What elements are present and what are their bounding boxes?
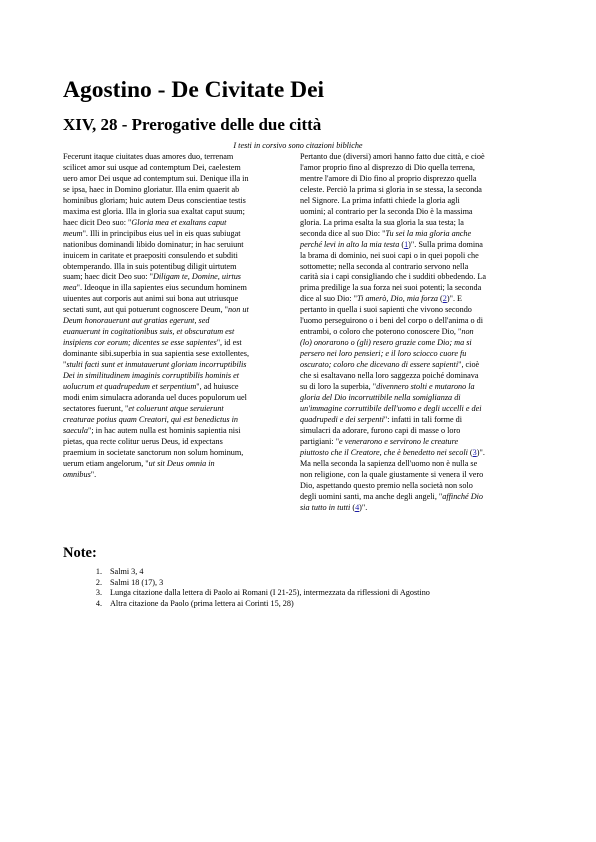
- latin-text-line: [63, 426, 296, 437]
- italian-text-line: [300, 163, 533, 174]
- italian-text-line: [300, 349, 533, 360]
- italian-text-line: [300, 360, 533, 371]
- latin-text-line: [63, 283, 296, 294]
- latin-text-line: [63, 163, 296, 174]
- body-text: "; in hac autem nulla est hominis sapientia nisi: [88, 425, 241, 435]
- body-text: celeste. Perciò la prima si gloria in se stessa, la seconda: [300, 184, 482, 194]
- biblical-quote-text: non: [461, 327, 474, 337]
- biblical-quote-text: meum: [63, 228, 83, 238]
- body-text: simulacri da adorare, furono capi di masse o loro: [300, 425, 461, 435]
- body-text: )". E: [446, 294, 463, 304]
- latin-text-line: [63, 415, 296, 426]
- body-text: uomini; al contrario per la seconda Dio è la massima: [300, 206, 473, 216]
- biblical-quote-text: et coluerunt atque seruierunt: [128, 403, 224, 413]
- biblical-quote-text: piuttosto che il Creatore, che è benedetto nei secoli: [300, 447, 468, 457]
- body-text: suam; haec dicit Deo suo: ": [63, 272, 153, 282]
- note-number: 1.: [95, 567, 102, 576]
- biblical-quote-text: creaturae potius quam Creatori, qui est benedictus in: [63, 414, 238, 424]
- latin-text-line: [63, 305, 296, 316]
- biblical-quote-text: persero nei loro pensieri; e il loro sciocco cuore fu: [300, 349, 467, 359]
- biblical-quote-text: omnibus: [63, 469, 91, 479]
- body-text: uerum etiam angelorum, ": [63, 458, 149, 468]
- body-text: ": [63, 360, 67, 370]
- note-item: [82, 567, 430, 578]
- body-text: ": infatti in tali forme di: [383, 414, 463, 424]
- latin-text-line: [63, 470, 296, 481]
- body-text: sectati sunt, aut qui potuerunt cognoscere Deum, ": [63, 305, 229, 315]
- note-item: [82, 588, 430, 599]
- italian-text-line: [300, 240, 533, 251]
- biblical-quote-text: euanuerunt in cogitationibus suis, et obscuratum est: [63, 327, 235, 337]
- body-text: partigiani: ": [300, 436, 340, 446]
- chapter-subtitle: XIV, 28 - Prerogative delle due città: [63, 115, 322, 134]
- body-text: ", cioè: [458, 360, 480, 370]
- latin-text-line: [63, 272, 296, 283]
- footnote-link[interactable]: 1: [404, 239, 409, 249]
- body-text: )".: [359, 502, 368, 512]
- body-text: gloria. La prima esalta la sua gloria la sua testa; la: [300, 217, 464, 227]
- biblical-quote-text: perché levi in alto la mia testa: [300, 239, 400, 249]
- latin-text-line: [63, 371, 296, 382]
- latin-text-line: [63, 316, 296, 327]
- page-title: Agostino - De Civitate Dei: [63, 77, 325, 103]
- body-text: ", id est: [216, 338, 242, 348]
- latin-text-line: [63, 459, 296, 470]
- biblical-quote-text: insipiens cor eorum; dicentes se esse sapientes: [63, 338, 217, 348]
- body-text: non religione, con la quale giustamente si venera il vero: [300, 469, 484, 479]
- body-text: praemium in societate sanctorum non solum hominum,: [63, 447, 244, 457]
- biblical-quote-text: saecula: [63, 425, 89, 435]
- biblical-quote-text: mea: [63, 283, 77, 293]
- italian-text-line: [300, 262, 533, 273]
- biblical-quote-text: ut sit Deus omnia in: [148, 458, 215, 468]
- italic-caption: I testi in corsivo sono citazioni bibliche: [233, 141, 363, 150]
- italian-text-line: [300, 327, 533, 338]
- body-text: sectatores fuerunt, ": [63, 403, 129, 413]
- italian-text-line: [300, 316, 533, 327]
- body-text: ". Illi in principibus eius uel in eis quas subiugat: [82, 228, 241, 238]
- body-text: haec dicit Deo suo: ": [63, 217, 132, 227]
- body-text: carità sia i capi consigliando che i sudditi obbedendo. La: [300, 272, 486, 282]
- note-item: [82, 578, 430, 589]
- biblical-quote-text: uolucrum et quadrupedum et serpentium: [63, 382, 197, 392]
- italian-text-line: [300, 448, 533, 459]
- italian-text-line: [300, 305, 533, 316]
- latin-text-line: [63, 207, 296, 218]
- biblical-quote-text: Gloria mea et exaltans caput: [131, 217, 227, 227]
- latin-text-line: [63, 393, 296, 404]
- body-text: (: [350, 502, 356, 512]
- italian-text-line: [300, 185, 533, 196]
- note-text: Altra citazione da Paolo (prima lettera ai Corinti 15, 28): [110, 598, 294, 608]
- body-text: seconda dice al suo Dio: ": [300, 228, 386, 238]
- biblical-quote-text: Tu sei la mia gloria anche: [385, 228, 472, 238]
- body-text: che si esaltavano nella loro saggezza poiché dominava: [300, 371, 479, 381]
- latin-text-line: [63, 294, 296, 305]
- body-text: (: [467, 447, 473, 457]
- note-text: Lunga citazione dalla lettera di Paolo ai Romani (I 21-25), intermezzata da riflessioni di Agostino: [110, 588, 430, 597]
- latin-text-line: [63, 152, 296, 163]
- italian-text-line: [300, 481, 533, 492]
- latin-text-line: [63, 448, 296, 459]
- body-text: )".: [476, 447, 485, 457]
- body-text: l'uomo perseguirono o i beni del corpo o dell'anima o di: [300, 316, 484, 326]
- body-text: sottomette; nella seconda al contrario servono nella: [300, 261, 469, 271]
- biblical-quote-text: Deum honorauerunt aut gratias egerunt, sed: [63, 316, 210, 326]
- latin-text-line: [63, 382, 296, 393]
- body-text: degli uomini santi, ma anche degli angeli, ": [300, 491, 443, 501]
- latin-text-line: [63, 196, 296, 207]
- body-text: Ma nella seconda la sapienza dell'uomo non è nulla se: [300, 458, 478, 468]
- body-text: pertanto in quella i suoi sapienti che vivono secondo: [300, 305, 472, 315]
- italian-text-column: [300, 152, 533, 513]
- biblical-quote-text: un'immagine corruttibile dell'uomo e degli uccelli e dei: [300, 403, 482, 413]
- italian-text-line: [300, 229, 533, 240]
- latin-text-line: [63, 262, 296, 273]
- biblical-quote-text: divennero stolti e mutarono la: [376, 382, 475, 392]
- latin-text-line: [63, 185, 296, 196]
- body-text: pietas, qua recte colitur uerus Deus, id expectans: [63, 436, 223, 446]
- italian-text-line: [300, 218, 533, 229]
- note-text: Salmi 18 (17), 3: [110, 577, 164, 587]
- italian-text-line: [300, 207, 533, 218]
- italian-text-line: [300, 459, 533, 470]
- latin-text-line: [63, 404, 296, 415]
- body-text: Fecerunt itaque ciuitates duas amores duo, terrenam: [63, 152, 234, 161]
- body-text: l'amor proprio fino al disprezzo di Dio quella terrena,: [300, 162, 475, 172]
- note-item: [82, 599, 430, 610]
- body-text: scilicet amor sui usque ad contemptum Dei, caelestem: [63, 162, 241, 172]
- latin-text-line: [63, 327, 296, 338]
- latin-text-line: [63, 251, 296, 262]
- latin-text-line: [63, 360, 296, 371]
- note-number: 3.: [95, 588, 102, 597]
- latin-text-line: [63, 218, 296, 229]
- footnote-link[interactable]: 3: [472, 447, 477, 457]
- notes-list: [82, 567, 430, 609]
- note-text: Salmi 3, 4: [110, 567, 144, 576]
- body-text: hominibus gloriam; huic autem Deus conscientiae testis: [63, 195, 246, 205]
- italian-text-line: [300, 415, 533, 426]
- italian-text-line: [300, 382, 533, 393]
- body-text: dominante sibi.superbia in sua sapientia sese extollentes,: [63, 349, 249, 359]
- biblical-quote-text: (lo) onorarono o (gli) resero grazie come Dio; ma si: [300, 338, 472, 348]
- body-text: Dio, aspettando questo premio nella società non solo: [300, 480, 473, 490]
- body-text: (: [399, 239, 405, 249]
- biblical-quote-text: stulti facti sunt et inmutauerunt gloriam incorruptibilis: [66, 360, 247, 370]
- body-text: nationibus dominandi libido dominatur; in hac seruiunt: [63, 239, 244, 249]
- italian-text-line: [300, 196, 533, 207]
- body-text: nel Signore. La prima infatti chiede la gloria agli: [300, 195, 460, 205]
- italian-text-line: [300, 492, 533, 503]
- body-text: entrambi, o coloro che poterono conoscere Dio, ": [300, 327, 462, 337]
- body-text: su di loro la superbia, ": [300, 382, 377, 392]
- note-number: 2.: [95, 577, 102, 587]
- italian-text-line: [300, 283, 533, 294]
- italian-text-line: [300, 371, 533, 382]
- body-text: obtemperando. Illa in suis potentibug diligit uirtutem: [63, 261, 237, 271]
- latin-text-line: [63, 229, 296, 240]
- biblical-quote-text: gloria del Dio incorruttibile nella somiglianza di: [300, 392, 461, 402]
- biblical-quote-text: affinché Dio: [442, 491, 483, 501]
- body-text: mentre l'amore di Dio fino al proprio disprezzo quella: [300, 173, 477, 183]
- italian-text-line: [300, 174, 533, 185]
- body-text: la brama di dominio, nei suoi capi o in quei popoli che: [300, 250, 479, 260]
- body-text: (: [438, 294, 443, 304]
- italian-text-line: [300, 272, 533, 283]
- italian-text-line: [300, 338, 533, 349]
- biblical-quote-text: Diligam te, Domine, uirtus: [152, 272, 241, 282]
- body-text: se ipsa, haec in Domino gloriatur. Illa enim quaerit ab: [63, 184, 240, 194]
- biblical-quote-text: Dei in similitudinem imaginis corruptibilis hominis et: [63, 371, 240, 381]
- italian-text-line: [300, 503, 533, 514]
- body-text: )". Sulla prima domina: [408, 239, 483, 249]
- biblical-quote-text: sia tutto in tutti: [300, 502, 351, 512]
- body-text: uero amor Dei usque ad contemptum sui. Denique illa in: [63, 173, 249, 183]
- italian-text-line: [300, 152, 533, 163]
- body-text: Pertanto due (diversi) amori hanno fatto due città, e cioè: [300, 152, 485, 161]
- body-text: modi enim simulacra adoranda uel duces populorum uel: [63, 392, 247, 402]
- biblical-quote-text: quadrupedi e dei serpenti: [300, 414, 384, 424]
- latin-text-line: [63, 437, 296, 448]
- body-text: inuicem in caritate et praepositi consulendo et subditi: [63, 250, 238, 260]
- note-number: 4.: [95, 598, 102, 608]
- body-text: ". Ideoque in illa sapientes eius secundum hominem: [76, 283, 247, 293]
- latin-text-line: [63, 240, 296, 251]
- latin-text-line: [63, 349, 296, 360]
- body-text: ".: [90, 469, 97, 479]
- body-text: dice al suo Dio: ": [300, 294, 358, 304]
- italian-text-line: [300, 404, 533, 415]
- italian-text-line: [300, 294, 533, 305]
- notes-heading: Note:: [63, 545, 97, 561]
- biblical-quote-text: e venerarono e servirono le creature: [339, 436, 459, 446]
- latin-text-line: [63, 338, 296, 349]
- biblical-quote-text: non ut: [228, 305, 249, 315]
- italian-text-line: [300, 393, 533, 404]
- body-text: ", ad huiusce: [196, 382, 239, 392]
- body-text: maxima est gloria. Illa in gloria sua exaltat caput suum;: [63, 206, 245, 216]
- footnote-link[interactable]: 2: [442, 294, 447, 304]
- latin-text-column: [63, 152, 296, 481]
- body-text: prima predilige la sua forza nei suoi potenti; la seconda: [300, 283, 482, 293]
- italian-text-line: [300, 426, 533, 437]
- italian-text-line: [300, 437, 533, 448]
- biblical-quote-text: Ti amerò, Dio, mia forza: [357, 294, 438, 304]
- latin-text-line: [63, 174, 296, 185]
- biblical-quote-text: oscurato; coloro che dicevano di essere sapienti: [300, 360, 459, 370]
- body-text: uiuentes aut corporis aut animi sui bona aut utriusque: [63, 294, 239, 304]
- italian-text-line: [300, 251, 533, 262]
- italian-text-line: [300, 470, 533, 481]
- footnote-link[interactable]: 4: [355, 502, 360, 512]
